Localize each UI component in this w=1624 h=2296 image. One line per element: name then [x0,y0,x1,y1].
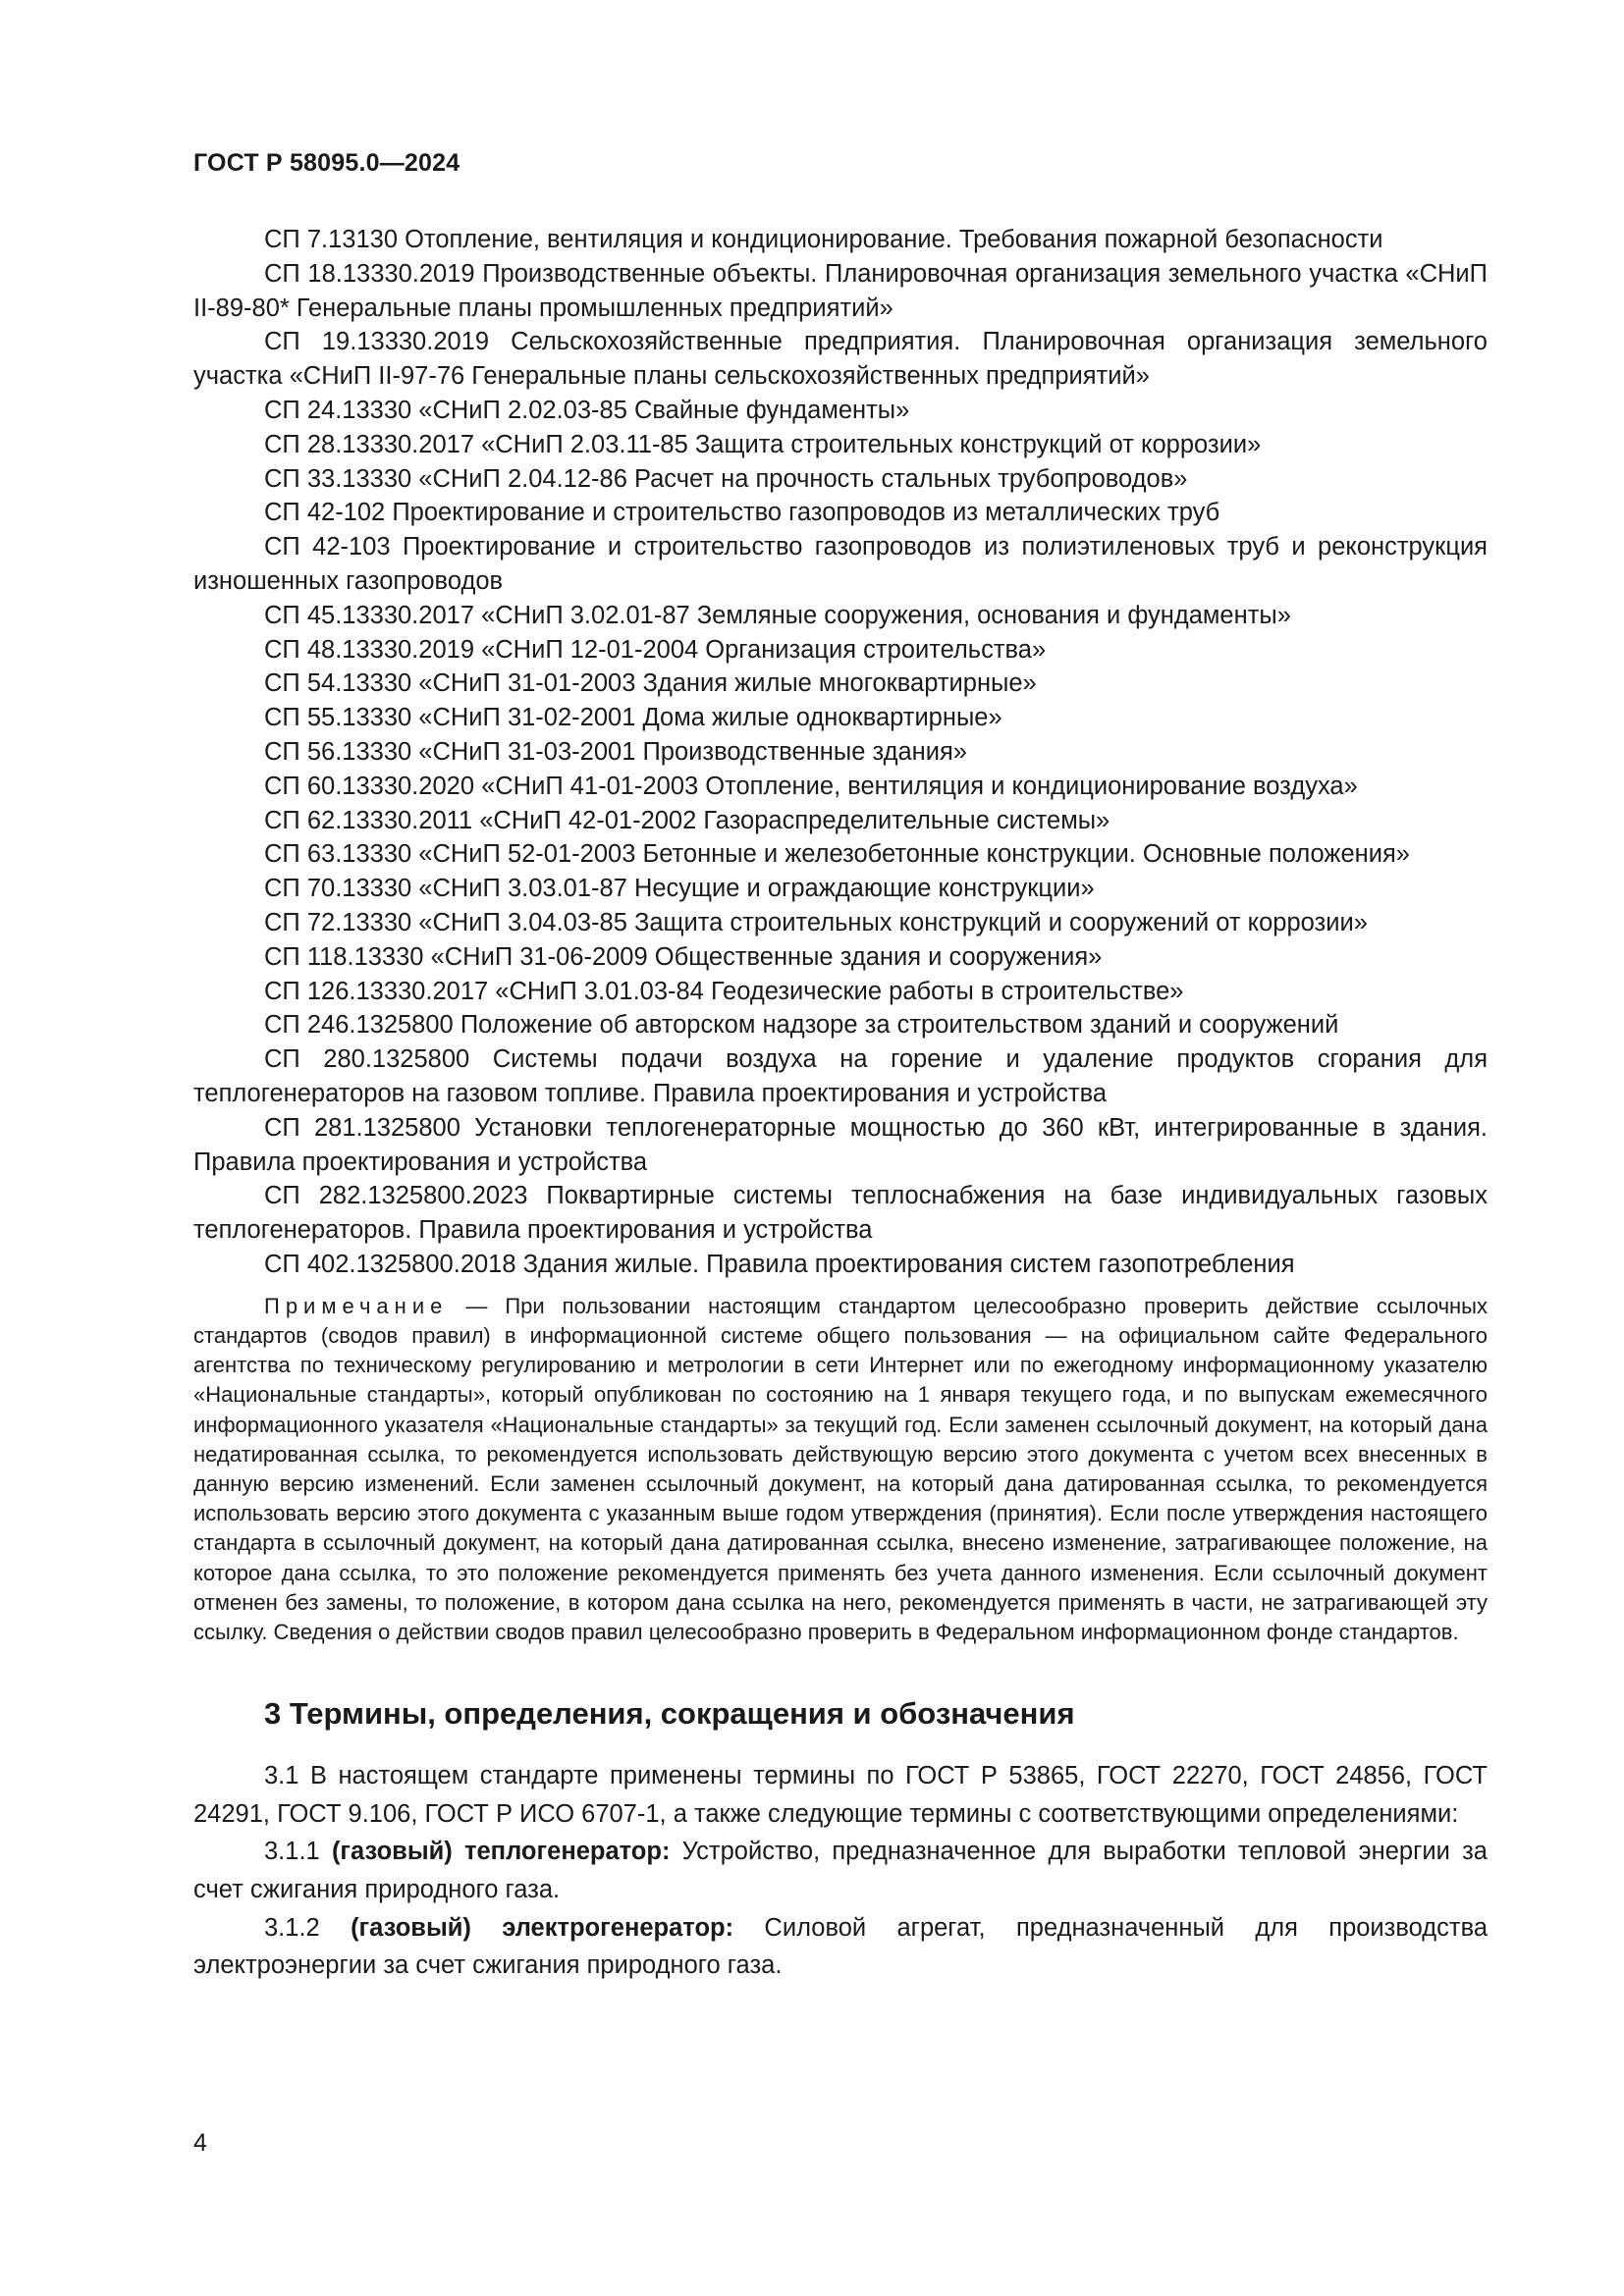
page-number: 4 [193,2129,207,2157]
reference-item: СП 282.1325800.2023 Поквартирные системы теплоснабжения на базе индивидуальных газовых теплогенераторов. Правила проектирования и устройства [193,1182,1488,1245]
reference-item: СП 45.13330.2017 «СНиП 3.02.01-87 Земляные сооружения, основания и фундаменты» [264,601,1291,629]
normative-references-list [193,223,1488,1282]
reference-item: СП 246.1325800 Положение об авторском надзоре за строительством зданий и сооружений [264,1011,1339,1040]
note-text: — При пользовании настоящим стандартом целесообразно проверить действие ссылочных стандартов (сводов правил) в информационной системе общего пользования — на официальном сайте Федерального агентства по техническому регулированию и метрологии в сети Интернет или по ежегодному информационному указателю «Национальные стандарты», который опубликован по состоянию на 1 января текущего года, и по выпускам ежемесячного информационного указателя «Национальные стандарты» за текущий год. Если заменен ссылочный документ, на который дана недатированная ссылка, то рекомендуется использовать действующую версию этого документа с учетом всех внесенных в данную версию изменений. Если заменен ссылочный документ, на который дана датированная ссылка, то рекомендуется использовать версию этого документа с указанным выше годом утверждения (принятия). Если после утверждения настоящего стандарта в ссылочный документ, на который дана датированная ссылка, внесено изменение, затрагивающее положение, на которое дана ссылка, то это положение рекомендуется применять без учета данного изменения. Если ссылочный документ отменен без замены, то положение, в котором дана ссылка на него, рекомендуется применять в части, не затрагивающей эту ссылку. Сведения о действии сводов правил целесообразно проверить в Федеральном информационном фонде стандартов. [193,1293,1488,1644]
reference-item: СП 63.13330 «СНиП 52-01-2003 Бетонные и железобетонные конструкции. Основные положения» [264,840,1410,869]
reference-item: СП 48.13330.2019 «СНиП 12-01-2004 Организация строительства» [264,635,1047,664]
reference-item: СП 55.13330 «СНиП 31-02-2001 Дома жилые одноквартирные» [264,704,1002,732]
reference-item: СП 7.13130 Отопление, вентиляция и кондиционирование. Требования пожарной безопасности [264,226,1383,253]
reference-item: СП 70.13330 «СНиП 3.03.01-87 Несущие и ограждающие конструкции» [264,875,1095,903]
note-label: Примечание [264,1293,449,1318]
reference-item: СП 126.13330.2017 «СНиП 3.01.03-84 Геодезические работы в строительстве» [264,977,1184,1005]
reference-item: СП 280.1325800 Системы подачи воздуха на горение и удаление продуктов сгорания для теплогенераторов на газовом топливе. Правила проектирования и устройства [193,1045,1488,1107]
reference-item: СП 60.13330.2020 «СНиП 41-01-2003 Отопление, вентиляция и кондиционирование воздуха» [264,772,1358,800]
section-heading: 3 Термины, определения, сокращения и обозначения [264,1696,1075,1732]
reference-item: СП 62.13330.2011 «СНиП 42-01-2002 Газораспределительные системы» [264,806,1110,834]
reference-item: СП 42-103 Проектирование и строительство газопроводов из полиэтиленовых труб и реконструкция изношенных газопроводов [193,533,1488,595]
reference-item: СП 28.13330.2017 «СНиП 2.03.11-85 Защита строительных конструкций от коррозии» [264,430,1262,458]
term-number: 3.1.2 [264,1913,352,1942]
term-3-1-2 [193,1909,1488,1985]
reference-item: СП 33.13330 «СНиП 2.04.12-86 Расчет на прочность стальных трубопроводов» [264,464,1188,493]
reference-item: СП 24.13330 «СНиП 2.02.03-85 Свайные фундаменты» [264,396,910,424]
reference-item: СП 56.13330 «СНиП 31-03-2001 Производственные здания» [264,737,967,766]
note-paragraph [193,1292,1488,1647]
term-name: (газовый) теплогенератор: [331,1838,671,1866]
term-3-1-1 [193,1833,1488,1908]
terms-section [193,1757,1488,1985]
reference-item: СП 118.13330 «СНиП 31-06-2009 Общественные здания и сооружения» [264,942,1103,971]
reference-item: СП 402.1325800.2018 Здания жилые. Правила проектирования систем газопотребления [264,1250,1295,1278]
reference-item: СП 19.13330.2019 Сельскохозяйственные предприятия. Планировочная организация земельного участка «СНиП II-97-76 Генеральные планы сельскохозяйственных предприятий» [193,328,1488,391]
term-definition: Силовой агрегат, предназначенный для производства электроэнергии за счет сжигания природного газа. [193,1913,1489,1980]
term-name: (газовый) электрогенератор: [351,1913,734,1942]
term-definition: Устройство, предназначенное для выработки тепловой энергии за счет сжигания природного газа. [193,1838,1488,1903]
page-header-standard: ГОСТ Р 58095.0—2024 [193,149,460,177]
reference-item: СП 281.1325800 Установки теплогенераторные мощностью до 360 кВт, интегрированные в здания. Правила проектирования и устройства [193,1113,1488,1176]
reference-item: СП 18.13330.2019 Производственные объекты. Планировочная организация земельного участка «СНиП II-89-80* Генеральные планы промышленных предприятий» [193,259,1488,322]
reference-item: СП 42-102 Проектирование и строительство газопроводов из металлических труб [264,499,1220,527]
page-content [193,223,1488,1985]
reference-item: СП 54.13330 «СНиП 31-01-2003 Здания жилые многоквартирные» [264,669,1037,698]
reference-item: СП 72.13330 «СНиП 3.04.03-85 Защита строительных конструкций и сооружений от коррозии» [264,908,1368,936]
clause-3-1: 3.1 В настоящем стандарте применены термины по ГОСТ Р 53865, ГОСТ 22270, ГОСТ 24856, ГОСТ 24291, ГОСТ 9.106, ГОСТ Р ИСО 6707-1, а также следующие термины с соответствующими определениями: [193,1762,1488,1828]
term-number: 3.1.1 [264,1838,332,1866]
